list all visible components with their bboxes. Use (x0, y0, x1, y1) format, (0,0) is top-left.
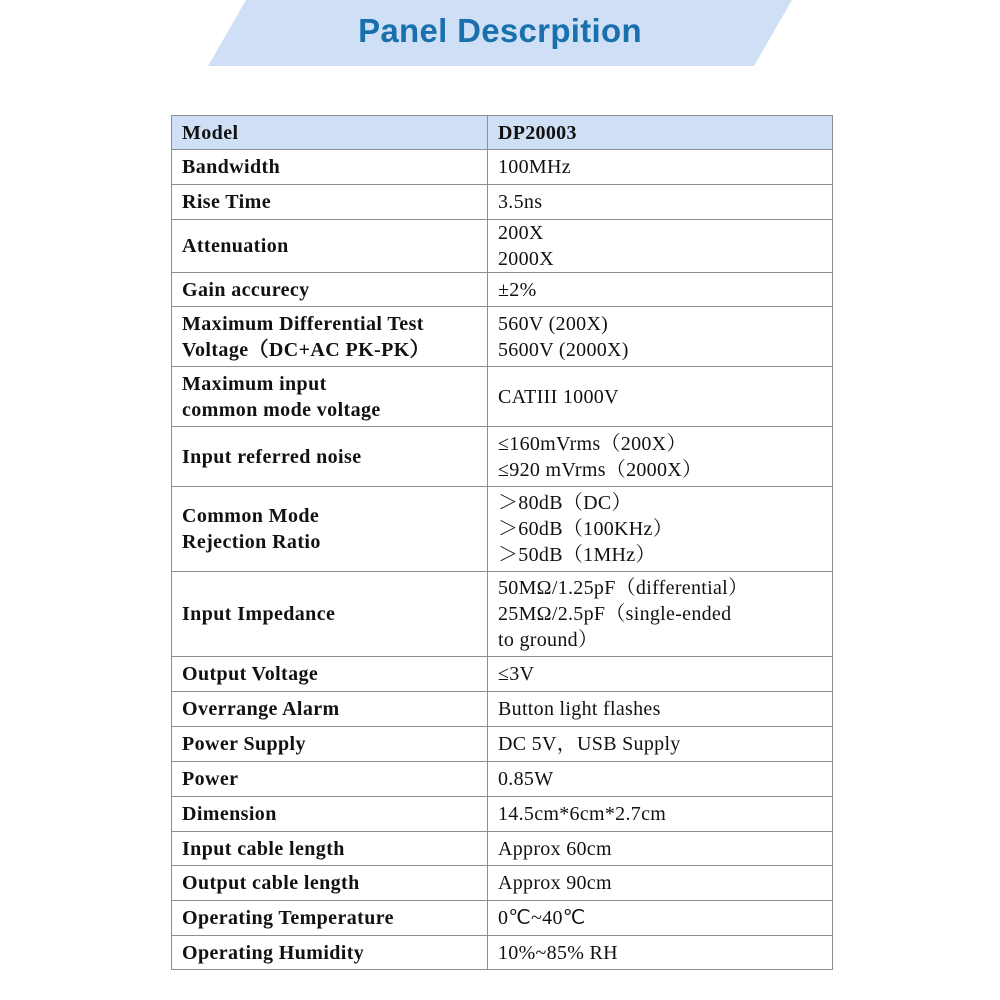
spec-label (172, 185, 488, 220)
spec-label (172, 832, 488, 866)
page-title: Panel Descrpition (358, 12, 642, 49)
spec-value-line: Approx 90cm (498, 872, 612, 894)
spec-value (488, 572, 833, 657)
spec-row (172, 762, 833, 797)
spec-value-line: 50MΩ/1.25pF（differential） (498, 577, 749, 599)
spec-row (172, 936, 833, 970)
spec-label-line: Input cable length (182, 837, 345, 860)
spec-label (172, 116, 488, 150)
spec-label (172, 901, 488, 936)
spec-row (172, 273, 833, 307)
spec-value (488, 797, 833, 832)
spec-value-line: 0.85W (498, 768, 554, 790)
spec-value (488, 832, 833, 866)
spec-label-line: Output cable length (182, 872, 360, 894)
spec-row (172, 150, 833, 185)
spec-value (488, 150, 833, 185)
spec-value-line: 10%~85% RH (498, 941, 618, 964)
spec-value (488, 367, 833, 427)
spec-label-line: common mode voltage (182, 398, 381, 421)
spec-value (488, 936, 833, 970)
spec-label-line: Maximum Differential Test (182, 312, 424, 335)
spec-value (488, 220, 833, 273)
spec-label-line: Input Impedance (182, 603, 336, 625)
spec-row (172, 116, 833, 150)
spec-label-line: Power Supply (182, 733, 306, 755)
spec-value-line: DC 5V，USB Supply (498, 733, 681, 755)
spec-row (172, 901, 833, 936)
spec-table-body (172, 116, 833, 970)
spec-value-line: ＞50dB（1MHz） (498, 544, 656, 566)
spec-label (172, 487, 488, 572)
spec-label-line: Overrange Alarm (182, 698, 340, 720)
spec-row (172, 427, 833, 487)
spec-value-line: ＞80dB（DC） (498, 492, 632, 514)
spec-label (172, 866, 488, 901)
spec-value (488, 273, 833, 307)
spec-value-line: DP20003 (498, 121, 577, 144)
spec-value-line: 0℃~40℃ (498, 907, 586, 929)
spec-label (172, 572, 488, 657)
spec-value (488, 427, 833, 487)
spec-value-line: 2000X (498, 248, 554, 270)
spec-label (172, 273, 488, 307)
spec-value (488, 116, 833, 150)
spec-value (488, 487, 833, 572)
spec-label-line: Model (182, 121, 239, 144)
spec-value-line: 14.5cm*6cm*2.7cm (498, 803, 667, 825)
spec-label (172, 692, 488, 727)
spec-label-line: Attenuation (182, 235, 289, 257)
spec-label-line: Maximum input (182, 372, 327, 395)
spec-label-line: Power (182, 768, 239, 790)
spec-value-line: ±2% (498, 278, 537, 301)
spec-label (172, 150, 488, 185)
spec-value (488, 901, 833, 936)
spec-value-line: 200X (498, 222, 544, 244)
spec-row (172, 185, 833, 220)
spec-label-line: Bandwidth (182, 156, 281, 178)
spec-label (172, 936, 488, 970)
spec-table (171, 115, 833, 970)
spec-row (172, 866, 833, 901)
spec-label-line: Operating Humidity (182, 941, 365, 964)
spec-label-line: Gain accurecy (182, 278, 310, 301)
spec-value-line: Approx 60cm (498, 837, 612, 860)
spec-value-line: to ground） (498, 629, 599, 651)
spec-value (488, 657, 833, 692)
spec-row (172, 367, 833, 427)
spec-row (172, 657, 833, 692)
spec-value (488, 185, 833, 220)
spec-label (172, 727, 488, 762)
spec-value (488, 692, 833, 727)
spec-label-line: Rejection Ratio (182, 531, 321, 553)
spec-row (172, 797, 833, 832)
spec-label (172, 307, 488, 367)
spec-row (172, 832, 833, 866)
spec-label-line: Voltage（DC+AC PK-PK） (182, 338, 431, 361)
spec-label-line: Dimension (182, 803, 277, 825)
spec-row (172, 487, 833, 572)
spec-row (172, 307, 833, 367)
spec-value-line: 5600V (2000X) (498, 338, 629, 361)
spec-value (488, 307, 833, 367)
spec-row (172, 572, 833, 657)
spec-label (172, 657, 488, 692)
spec-row (172, 692, 833, 727)
spec-value-line: 3.5ns (498, 191, 543, 213)
spec-label (172, 427, 488, 487)
spec-label-line: Rise Time (182, 191, 271, 213)
spec-value-line: ≤160mVrms（200X） (498, 432, 687, 455)
spec-value-line: CATIII 1000V (498, 385, 619, 408)
spec-value-line: Button light flashes (498, 698, 661, 720)
spec-label (172, 220, 488, 273)
spec-label-line: Input referred noise (182, 445, 362, 468)
spec-label-line: Output Voltage (182, 663, 319, 685)
spec-row (172, 220, 833, 273)
spec-value (488, 866, 833, 901)
spec-value-line: 560V (200X) (498, 312, 609, 335)
spec-label-line: Common Mode (182, 505, 320, 527)
spec-row (172, 727, 833, 762)
spec-label-line: Operating Temperature (182, 907, 394, 929)
spec-value (488, 762, 833, 797)
spec-value-line: 100MHz (498, 156, 571, 178)
spec-label (172, 797, 488, 832)
spec-value-line: ≤920 mVrms（2000X） (498, 458, 703, 481)
spec-value-line: 25MΩ/2.5pF（single-ended (498, 603, 732, 625)
spec-label (172, 762, 488, 797)
spec-value-line: ≤3V (498, 663, 535, 685)
spec-value-line: ＞60dB（100KHz） (498, 518, 674, 540)
spec-value (488, 727, 833, 762)
spec-label (172, 367, 488, 427)
